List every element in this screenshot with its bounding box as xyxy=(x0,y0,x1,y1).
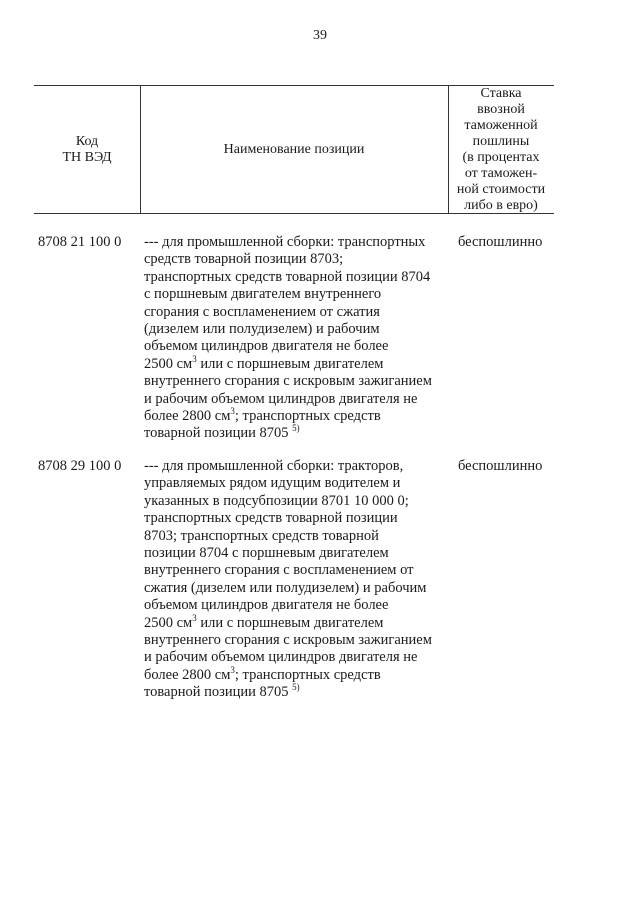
header-rate-line: таможенной xyxy=(464,117,538,133)
superscript: 3 xyxy=(230,664,235,675)
header-rate xyxy=(448,86,554,213)
description-line: указанных в подсубпозиции 8701 10 000 0; xyxy=(144,492,409,509)
description-line: транспортных средств товарной позиции 8704 xyxy=(144,268,431,285)
description-line: с поршневым двигателем внутреннего xyxy=(144,286,382,303)
description-line: 8703; транспортных средств товарной xyxy=(144,527,379,544)
description-line: позиции 8704 с поршневым двигателем xyxy=(144,545,389,562)
description-line: внутреннего сгорания с искровым зажиганием xyxy=(144,632,432,649)
header-code xyxy=(34,86,141,213)
description-line: внутреннего сгорания с искровым зажиганием xyxy=(144,373,432,390)
header-rate-line: ввозной xyxy=(477,101,525,117)
header-code-line: ТН ВЭД xyxy=(62,149,112,165)
description-line: управляемых рядом идущим водителем и xyxy=(144,475,401,492)
description-line: (дизелем или полудизелем) и рабочим xyxy=(144,321,380,338)
superscript: 3 xyxy=(192,353,197,364)
description-line: --- для промышленной сборки: тракторов, xyxy=(144,458,404,474)
description-line: --- для промышленной сборки: транспортных xyxy=(144,234,426,250)
header-name: Наименование позиции xyxy=(140,86,449,213)
header-rate-line: пошлины xyxy=(472,133,530,149)
row-code: 8708 29 100 0 xyxy=(38,458,122,474)
header-rate-line: (в процентах xyxy=(462,149,540,165)
description-line: объемом цилиндров двигателя не более xyxy=(144,338,389,355)
description-line: транспортных средств товарной позиции xyxy=(144,510,398,527)
row-code: 8708 21 100 0 xyxy=(38,234,122,250)
superscript: 5) xyxy=(292,423,300,434)
header-rate-line: ной стоимости xyxy=(456,181,546,197)
header-rate-line: от таможен- xyxy=(464,165,538,181)
description-line: и рабочим объемом цилиндров двигателя не xyxy=(144,390,418,407)
superscript: 3 xyxy=(230,406,235,417)
description-line: средств товарной позиции 8703; xyxy=(144,251,344,268)
description-line: 2500 $см^3$ или с поршневым двигателем xyxy=(144,612,384,631)
header-code-line: Код xyxy=(75,133,99,149)
row-rate: беспошлинно xyxy=(458,234,543,250)
description-line: внутреннего сгорания с воспламенением от xyxy=(144,562,414,579)
superscript: 5) xyxy=(292,682,300,693)
row-rate: беспошлинно xyxy=(458,458,543,474)
header-rate-line: Ставка xyxy=(480,85,522,101)
description-line: товарной позиции 8705 $^{5)}$ xyxy=(144,682,300,701)
row-description xyxy=(144,234,449,443)
description-line: более 2800 $см^3$; транспортных средств xyxy=(144,406,381,425)
table-header xyxy=(34,85,554,214)
description-line: товарной позиции 8705 $^{5)}$ xyxy=(144,423,300,442)
description-line: сгорания с воспламенением от сжатия xyxy=(144,303,380,320)
header-rate-line: либо в евро) xyxy=(464,197,538,213)
description-line: 2500 $см^3$ или с поршневым двигателем xyxy=(144,353,384,372)
row-description xyxy=(144,458,449,702)
description-line: сжатия (дизелем или полудизелем) и рабочим xyxy=(144,579,427,596)
description-line: более 2800 $см^3$; транспортных средств xyxy=(144,664,381,683)
description-line: объемом цилиндров двигателя не более xyxy=(144,597,389,614)
description-line: и рабочим объемом цилиндров двигателя не xyxy=(144,649,418,666)
superscript: 3 xyxy=(192,612,197,623)
page-number: 39 xyxy=(313,28,327,43)
